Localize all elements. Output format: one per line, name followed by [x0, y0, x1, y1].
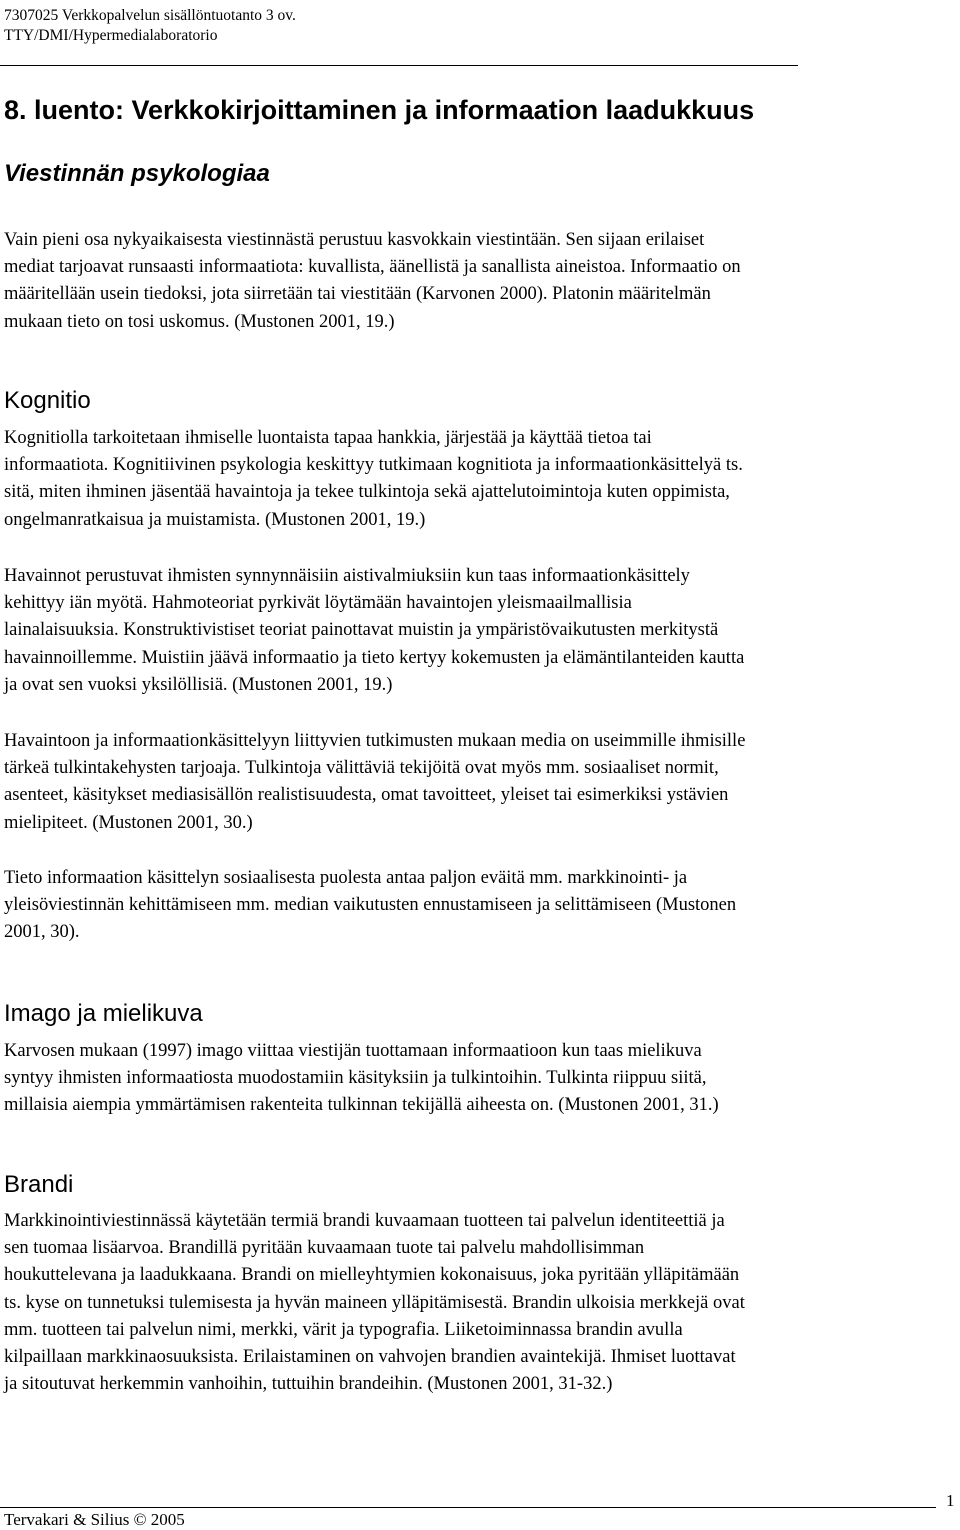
section-heading-brandi: Brandi — [4, 1171, 74, 1198]
text-line: tärkeä tulkintakehysten tarjoaja. Tulkintoja välittäviä tekijöitä ovat myös mm. sosiaaliset normit, — [4, 758, 719, 779]
text-line: yleisöviestinnän kehittämiseen mm. median vaikutusten ennustamiseen ja selittämiseen (Mustonen — [4, 895, 737, 916]
text-line: Karvosen mukaan (1997) imago viittaa viestijän tuottamaan informaatioon kun taas mielikuva — [4, 1041, 702, 1061]
text-line: kehittyy iän myötä. Hahmoteoriat pyrkivät löytämään havaintojen yleismaailmallisia — [4, 593, 632, 614]
text-line: ongelmanratkaisua ja muistamista. (Mustonen 2001, 19.) — [4, 509, 426, 530]
text-line: Markkinointiviestinnässä käytetään termiä brandi kuvaamaan tuotteen tai palvelun identiteettiä ja — [4, 1211, 725, 1231]
section-heading-kognitio: Kognitio — [4, 387, 91, 414]
page-title: 8. luento: Verkkokirjoittaminen ja informaation laadukkuus — [4, 95, 755, 125]
paragraph-kognitio-3 — [4, 728, 960, 837]
text-line: määritellään usein tiedoksi, jota siirretään tai viestitään (Karvonen 2000). Platonin määritelmän — [4, 284, 711, 305]
paragraph-kognitio-2 — [4, 563, 960, 699]
paragraph-viestinta — [4, 227, 960, 336]
paragraph-imago — [4, 1038, 960, 1120]
text-line: ts. kyse on tunnetuksi tulemisesta ja hyvän maineen ylläpitämisestä. Brandin ulkoisia merkkejä ovat — [4, 1292, 745, 1313]
text-line: mm. tuotteen tai palvelun nimi, merkki, värit ja typografia. Liiketoiminnassa brandin avulla — [4, 1319, 683, 1340]
paragraph-brandi — [4, 1208, 960, 1398]
text-line: asenteet, käsitykset mediasisällön realistisuudesta, omat tavoitteet, yleiset tai esimerkiksi ystävien — [4, 785, 729, 806]
text-line: Havaintoon ja informaationkäsittelyyn liittyvien tutkimusten mukaan media on useimmille ihmisille — [4, 731, 746, 751]
text-line: kilpaillaan markkinaosuuksista. Erilaistaminen on vahvojen brandien avaintekijä. Ihmiset luottavat — [4, 1347, 736, 1368]
text-line: sitä, miten ihminen jäsentää havaintoja ja tekee tulkintoja sekä ajattelutoimintoja kuten oppimista, — [4, 482, 730, 503]
text-line: mielipiteet. (Mustonen 2001, 30.) — [4, 812, 253, 833]
text-line: ja ovat sen vuoksi yksilöllisiä. (Mustonen 2001, 19.) — [4, 674, 393, 695]
footer-authors: Tervakari & Silius © 2005 — [4, 1510, 185, 1529]
header-rule — [0, 65, 798, 66]
text-line: Tieto informaation käsittelyn sosiaalisesta puolesta antaa paljon eväitä mm. markkinointi- ja — [4, 868, 688, 888]
text-line: lainalaisuuksia. Konstruktivistiset teoriat painottavat muistin ja ympäristövaikutusten merkitystä — [4, 620, 719, 641]
text-line: mukaan tieto on tosi uskomus. (Mustonen 2001, 19.) — [4, 311, 395, 332]
text-line: havainnoillemme. Muistiin jäävä informaatio ja tieto kertyy kokemusten ja elämäntilanteiden kautta — [4, 647, 745, 668]
text-line: Havainnot perustuvat ihmisten synnynnäisiin aistivalmiuksiin kun taas informaationkäsittely — [4, 566, 690, 586]
course-code-line: 7307025 Verkkopalvelun sisällöntuotanto 3 ov. — [4, 7, 296, 24]
text-line: sen tuomaa lisäarvoa. Brandillä pyritään kuvaamaan tuote tai palvelu mahdollisimman — [4, 1238, 645, 1259]
text-line: Vain pieni osa nykyaikaisesta viestinnästä perustuu kasvokkain viestintään. Sen sijaan erilaiset — [4, 230, 705, 250]
text-line: Kognitiolla tarkoitetaan ihmiselle luontaista tapaa hankkia, järjestää ja käyttää tietoa tai — [4, 428, 652, 448]
paragraph-kognitio-1 — [4, 425, 960, 534]
text-line: millaisia aiempia ymmärtämisen rakenteita tulkinnan tekijällä aiheesta on. (Mustonen 2001, 31.) — [4, 1095, 719, 1116]
text-line: syntyy ihmisten informaatiosta muodostamiin käsityksiin ja tulkintoihin. Tulkinta riippuu siitä, — [4, 1068, 707, 1089]
text-line: mediat tarjoavat runsaasti informaatiota: kuvallista, äänellistä ja sanallista aineistoa. Informaatio on — [4, 257, 741, 278]
text-line: 2001, 30). — [4, 922, 80, 943]
footer-rule — [0, 1507, 936, 1508]
paragraph-kognitio-4 — [4, 865, 960, 947]
page-number: 1 — [946, 1491, 955, 1510]
section-heading-viestinnan-psykologiaa: Viestinnän psykologiaa — [4, 160, 270, 187]
text-line: houkuttelevana ja laadukkaana. Brandi on mielleyhtymien kokonaisuus, joka pyritään ylläpitämään — [4, 1265, 740, 1286]
department-line: TTY/DMI/Hypermedialaboratorio — [4, 27, 218, 44]
text-line: ja sitoutuvat herkemmin vanhoihin, tuttuihin brandeihin. (Mustonen 2001, 31-32.) — [4, 1374, 613, 1395]
text-line: informaatiota. Kognitiivinen psykologia keskittyy tutkimaan kognitiota ja informaationkäsittelyä ts. — [4, 455, 743, 476]
section-heading-imago-ja-mielikuva: Imago ja mielikuva — [4, 1000, 203, 1027]
document-header — [4, 6, 296, 46]
